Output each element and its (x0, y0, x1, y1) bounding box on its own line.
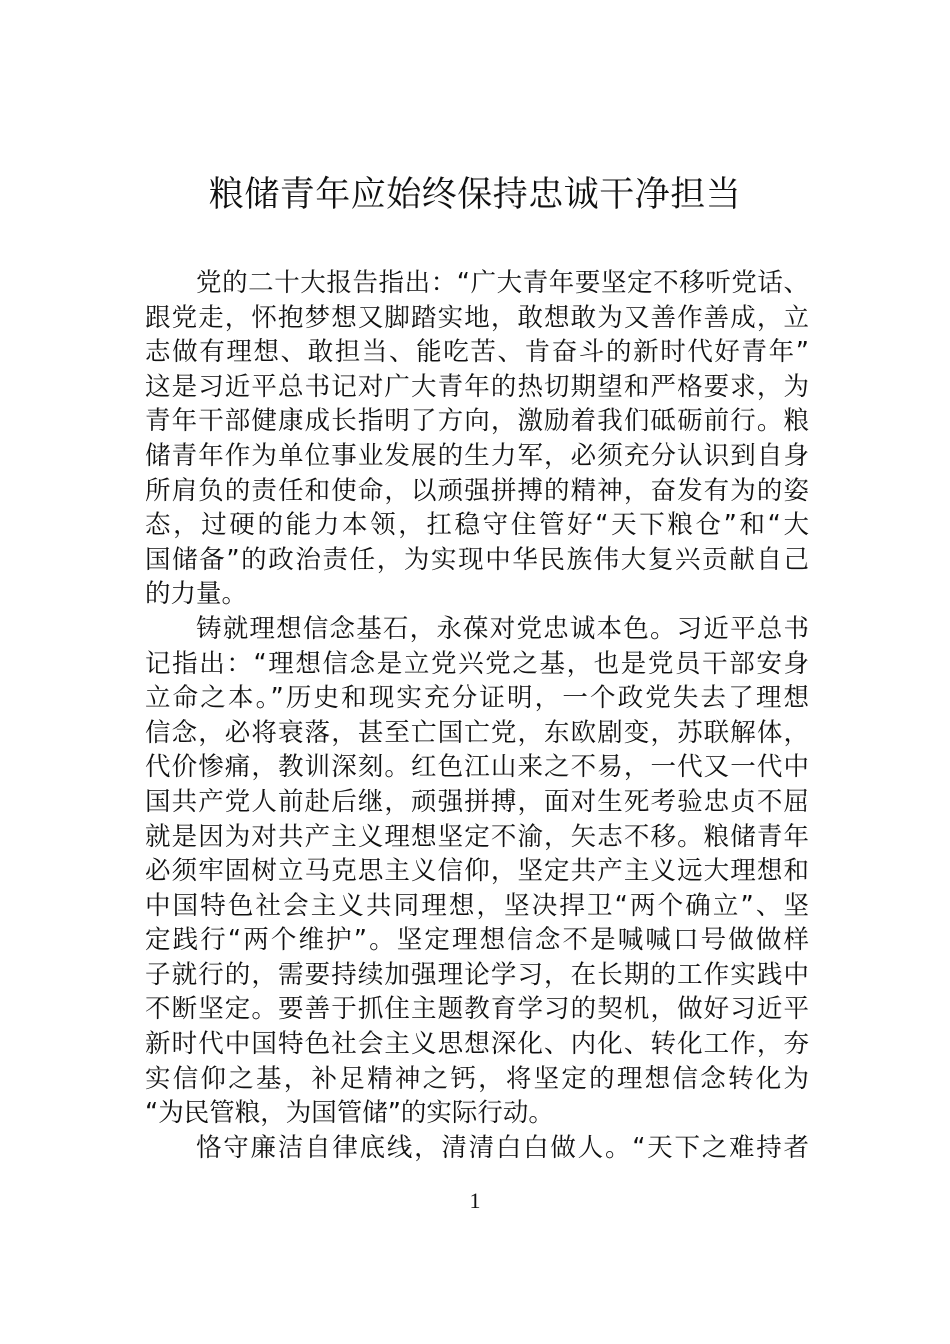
text-line: 志做有理想、敢担当、能吃苦、肯奋斗的新时代好青年” (145, 337, 809, 368)
text-line: 铸就理想信念基石，永葆对党忠诚本色。习近平总书 (196, 613, 809, 644)
text-line: “为民管粮，为国管储”的实际行动。 (145, 1098, 554, 1129)
text-line: 子就行的，需要持续加强理论学习，在长期的工作实践中 (145, 959, 809, 990)
text-line: 代价惨痛，教训深刻。红色江山来之不易，一代又一代中 (145, 752, 809, 783)
text-line: 就是因为对共产主义理想坚定不渝，矢志不移。粮储青年 (145, 821, 809, 852)
text-line: 所肩负的责任和使命，以顽强拼搏的精神，奋发有为的姿 (145, 475, 809, 506)
text-line: 立命之本。”历史和现实充分证明，一个政党失去了理想 (145, 683, 809, 714)
text-line: 信念，必将衰落，甚至亡国亡党，东欧剧变，苏联解体， (145, 717, 809, 748)
text-line: 记指出：“理想信念是立党兴党之基，也是党员干部安身 (145, 648, 809, 679)
text-line: 党的二十大报告指出：“广大青年要坚定不移听党话、 (196, 268, 809, 298)
paragraph-3 (145, 1131, 809, 1166)
text-line: 国储备”的政治责任，为实现中华民族伟大复兴贡献自己 (145, 544, 809, 575)
document-body (145, 266, 809, 1165)
text-line: 新时代中国特色社会主义思想深化、内化、转化工作，夯 (145, 1029, 809, 1060)
text-line: 态，过硬的能力本领，扛稳守住管好“天下粮仓”和“大 (145, 510, 809, 541)
text-line: 不断坚定。要善于抓住主题教育学习的契机，做好习近平 (145, 994, 809, 1025)
text-line: 跟党走，怀抱梦想又脚踏实地，敢想敢为又善作善成，立 (145, 302, 809, 333)
text-line: 定践行“两个维护”。坚定理想信念不是喊喊口号做做样 (145, 925, 809, 956)
text-line: 的力量。 (145, 579, 248, 610)
page-number: 1 (469, 1188, 481, 1213)
text-line: 这是习近平总书记对广大青年的热切期望和严格要求，为 (145, 371, 809, 402)
text-line: 中国特色社会主义共同理想，坚决捍卫“两个确立”、坚 (145, 890, 809, 921)
text-line: 实信仰之基，补足精神之钙，将坚定的理想信念转化为 (145, 1063, 809, 1094)
document-title: 粮储青年应始终保持忠诚干净担当 (208, 175, 742, 215)
text-line: 国共产党人前赴后继，顽强拼搏，面对生死考验忠贞不屈 (145, 786, 809, 817)
paragraph-2 (145, 612, 809, 1131)
text-line: 恪守廉洁自律底线，清清白白做人。“天下之难持者 (196, 1132, 809, 1163)
text-line: 必须牢固树立马克思主义信仰，坚定共产主义远大理想和 (145, 856, 809, 887)
paragraph-1 (145, 266, 809, 612)
text-line: 储青年作为单位事业发展的生力军，必须充分认识到自身 (145, 440, 809, 471)
text-line: 青年干部健康成长指明了方向，激励着我们砥砺前行。粮 (145, 406, 809, 437)
